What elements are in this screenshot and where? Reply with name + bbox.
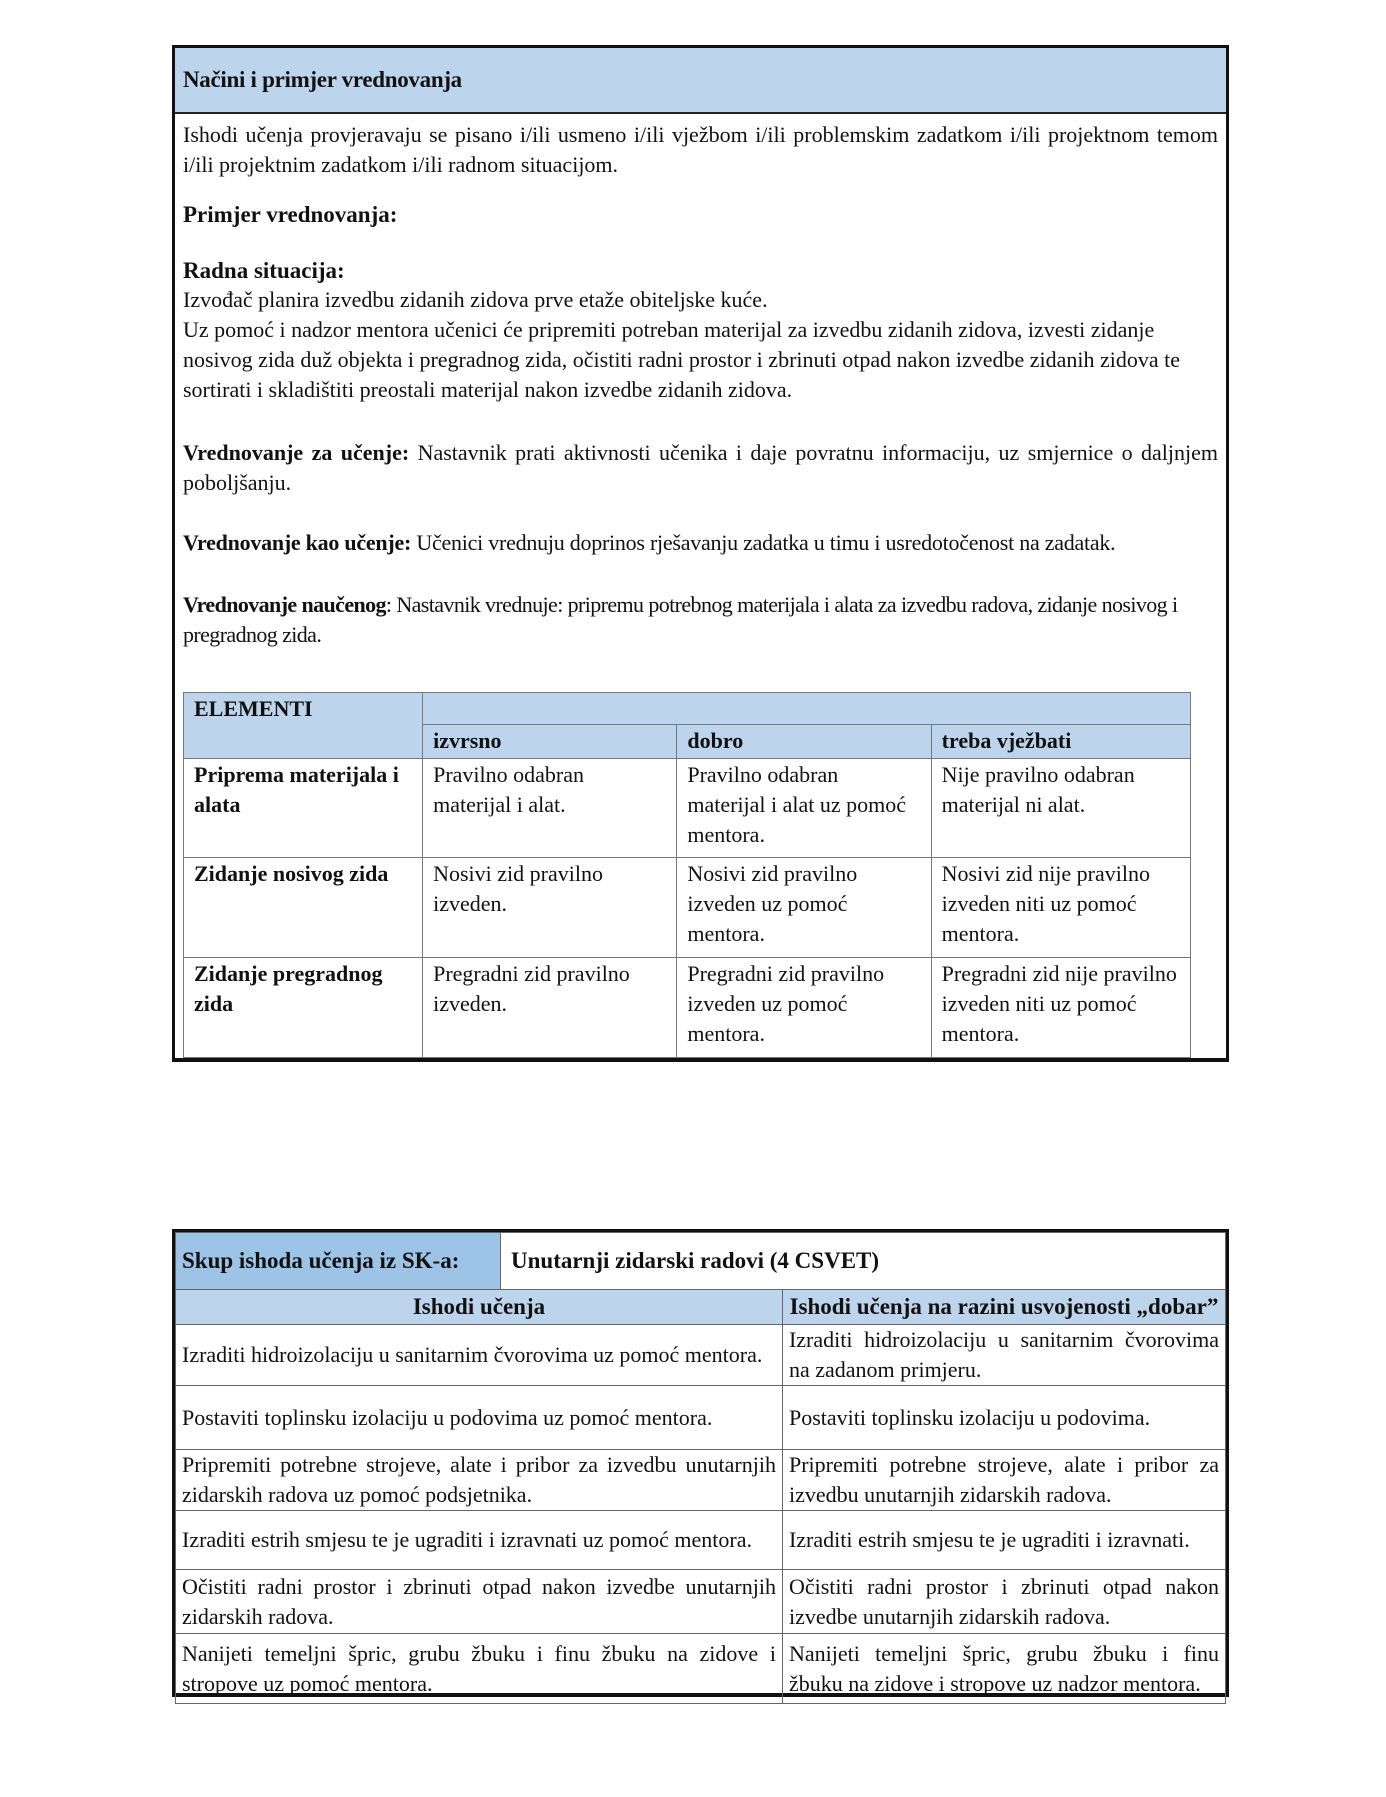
rubric-cell: Nosivi zid pravilno izveden uz pomoć mentora. <box>677 858 931 958</box>
rubric-corner-header: ELEMENTI <box>184 693 423 759</box>
rubric-cell: Pregradni zid nije pravilno izveden niti uz pomoć mentora. <box>931 958 1190 1058</box>
rubric-row <box>184 858 1191 958</box>
rubric-row <box>184 759 1191 858</box>
rubric-row <box>184 958 1191 1058</box>
rubric-level-header: treba vježbati <box>931 725 1190 759</box>
outcome-set-row <box>176 1233 1226 1290</box>
rubric-cell: Pravilno odabran materijal i alat. <box>423 759 677 858</box>
assessment-for-learning <box>183 438 1218 498</box>
assessment-as-learning-label: Vrednovanje kao učenje: <box>183 530 412 555</box>
rubric-table <box>183 692 1191 1058</box>
rubric-element: Zidanje pregradnog zida <box>184 958 423 1058</box>
rubric-cell: Pravilno odabran materijal i alat uz pomoć mentora. <box>677 759 931 858</box>
outcome-row <box>176 1634 1226 1704</box>
outcomes-good-col-header: Ishodi učenja na razini usvojenosti „dobar” <box>782 1290 1225 1325</box>
outcomes-col-header: Ishodi učenja <box>176 1290 783 1325</box>
rubric-cell: Nije pravilno odabran materijal ni alat. <box>931 759 1190 858</box>
rubric-cell: Pregradni zid pravilno izveden. <box>423 958 677 1058</box>
outcome-good-cell: Postaviti toplinsku izolaciju u podovima. <box>782 1386 1225 1450</box>
rubric-header-row-1 <box>184 693 1191 725</box>
rubric-cell: Pregradni zid pravilno izveden uz pomoć mentora. <box>677 958 931 1058</box>
outcome-cell: Izraditi estrih smjesu te je ugraditi i izravnati uz pomoć mentora. <box>176 1511 783 1570</box>
outcome-row <box>176 1450 1226 1511</box>
assessment-as-learning <box>183 528 1218 558</box>
assessment-of-learning-text: : Nastavnik vrednuje: pripremu potrebnog materijala i alata za izvedbu radova, zidanje nosivog i pregradnog zida. <box>183 592 1178 647</box>
work-situation-line1: Izvođač planira izvedbu zidanih zidova prve etaže obiteljske kuće. <box>183 287 768 312</box>
outcome-good-cell: Nanijeti temeljni špric, grubu žbuku i finu žbuku na zidove i stropove uz nadzor mentora. <box>782 1634 1225 1704</box>
outcome-row <box>176 1511 1226 1570</box>
outcome-set-label: Skup ishoda učenja iz SK-a: <box>176 1233 501 1290</box>
outcome-cell: Izraditi hidroizolaciju u sanitarnim čvorovima uz pomoć mentora. <box>176 1325 783 1386</box>
outcome-cell: Pripremiti potrebne strojeve, alate i pribor za izvedbu unutarnjih zidarskih radova uz pomoć podsjetnika. <box>176 1450 783 1511</box>
assessment-as-learning-text: Učenici vrednuju doprinos rješavanju zadatka u timu i usredotočenost na zadatak. <box>411 530 1116 555</box>
outcome-cell: Postaviti toplinsku izolaciju u podovima uz pomoć mentora. <box>176 1386 783 1450</box>
outcome-cell: Očistiti radni prostor i zbrinuti otpad nakon izvedbe unutarnjih zidarskih radova. <box>176 1570 783 1634</box>
outcome-set-value: Unutarnji zidarski radovi (4 CSVET) <box>501 1233 1226 1290</box>
assessment-of-learning-label: Vrednovanje naučenog <box>183 592 386 617</box>
example-heading: Primjer vrednovanja: <box>183 202 398 227</box>
rubric-cell: Nosivi zid pravilno izveden. <box>423 858 677 958</box>
outcome-good-cell: Izraditi estrih smjesu te je ugraditi i izravnati. <box>782 1511 1225 1570</box>
learning-outcomes-table <box>172 1229 1229 1697</box>
outcome-row <box>176 1386 1226 1450</box>
assessment-for-learning-label: Vrednovanje za učenje: <box>183 440 410 465</box>
work-situation-heading: Radna situacija: <box>183 258 345 283</box>
rubric-cell: Nosivi zid nije pravilno izveden niti uz pomoć mentora. <box>931 858 1190 958</box>
assessment-methods-table <box>172 45 1229 1062</box>
outcome-row <box>176 1570 1226 1634</box>
rubric-level-header: dobro <box>677 725 931 759</box>
work-situation-line2: Uz pomoć i nadzor mentora učenici će pripremiti potreban materijal za izvedbu zidanih zidova, izvesti zidanje nosivog zida duž objekta i pregradnog zida, očistiti radni prostor i zbrinuti otpad nakon izvedbe zidanih zidova te sortirati i skladištiti preostali materijal nakon izvedbe zidanih zidova. <box>183 317 1181 402</box>
assessment-of-learning <box>183 590 1218 650</box>
outcomes-header-row <box>176 1290 1226 1325</box>
outcome-good-cell: Očistiti radni prostor i zbrinuti otpad nakon izvedbe unutarnjih zidarskih radova. <box>782 1570 1225 1634</box>
rubric-levels-span <box>423 693 1191 725</box>
assessment-for-learning-text: Nastavnik prati aktivnosti učenika i daje povratnu informaciju, uz smjernice o daljnjem poboljšanju. <box>183 440 1218 495</box>
section-header: Načini i primjer vrednovanja <box>175 48 1226 114</box>
outcome-good-cell: Pripremiti potrebne strojeve, alate i pribor za izvedbu unutarnjih zidarskih radova. <box>782 1450 1225 1511</box>
outcome-row <box>176 1325 1226 1386</box>
rubric-element: Zidanje nosivog zida <box>184 858 423 958</box>
outcome-cell: Nanijeti temeljni špric, grubu žbuku i finu žbuku na zidove i stropove uz pomoć mentora. <box>176 1634 783 1704</box>
rubric-element: Priprema materijala i alata <box>184 759 423 858</box>
intro-paragraph: Ishodi učenja provjeravaju se pisano i/ili usmeno i/ili vježbom i/ili problemskim zadatkom i/ili projektnom temom i/ili projektnim zadatkom i/ili radnom situacijom. <box>183 122 1218 177</box>
outcome-good-cell: Izraditi hidroizolaciju u sanitarnim čvorovima na zadanom primjeru. <box>782 1325 1225 1386</box>
rubric-level-header: izvrsno <box>423 725 677 759</box>
